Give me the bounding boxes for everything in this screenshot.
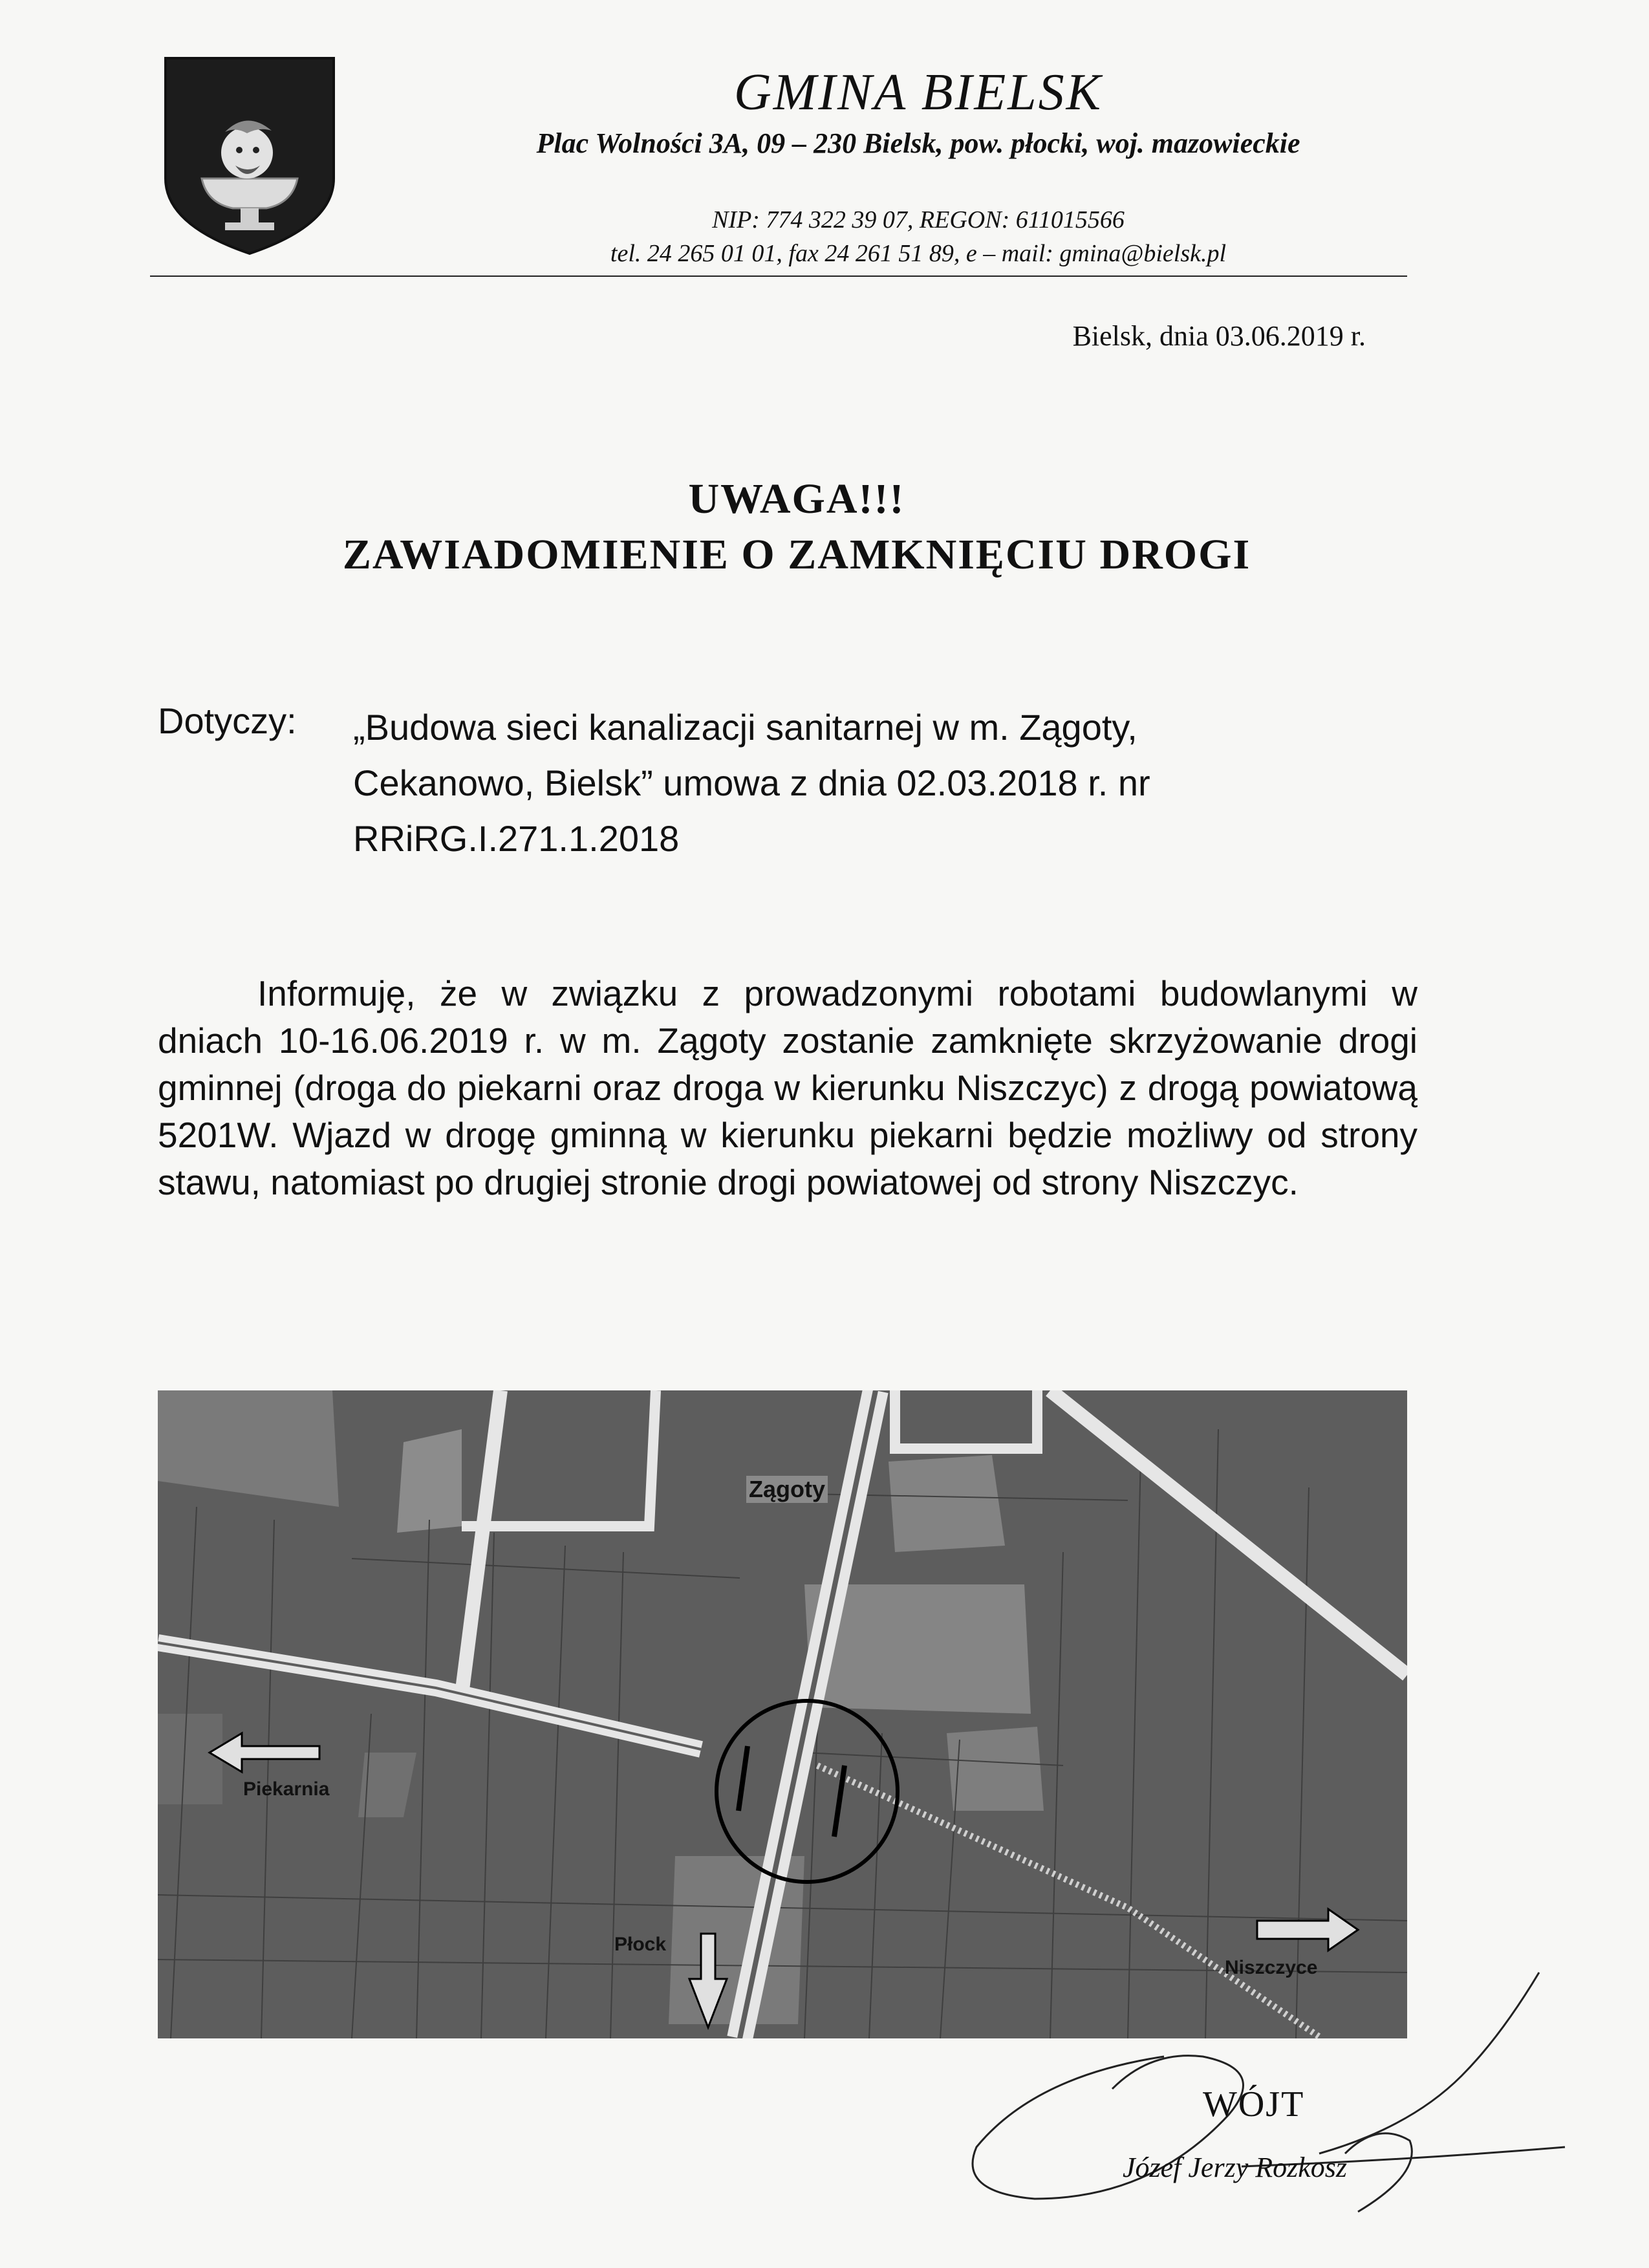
subject-label: Dotyczy: (158, 700, 297, 741)
org-contact: tel. 24 265 01 01, fax 24 261 51 89, e – mail: gmina@bielsk.pl (610, 240, 1227, 267)
body-paragraph: Informuję, że w związku z prowadzonymi robotami budowlanymi w dniach 10-16.06.2019 r. w m. Zągoty zostanie zamknięte skrzyżowanie drogi gminnej (droga do piekarni oraz droga w kierunku Niszczyc) z drogą powiatową 5201W. Wjazd w drogę gminną w kierunku piekarni będzie możliwy od strony stawu, natomiast po drugiej stronie drogi powiatowej od strony Niszczyc. (158, 973, 1417, 1202)
signature-name: Józef Jerzy Rozkosz (1123, 2152, 1348, 2183)
map-label-west: Piekarnia (243, 1778, 330, 1800)
header-divider (150, 275, 1407, 277)
org-address: Plac Wolności 3A, 09 – 230 Bielsk, pow. płocki, woj. mazowieckie (536, 127, 1300, 159)
title-warning: UWAGA!!! (688, 475, 905, 523)
subject-text: „Budowa sieci kanalizacji sanitarnej w m. Zągoty, Cekanowo, Bielsk” umowa z dnia 02.03.2018 r. nr RRiRG.I.271.1.2018 (353, 707, 1150, 859)
org-name: GMINA BIELSK (733, 64, 1103, 121)
org-ids: NIP: 774 322 39 07, REGON: 611015566 (712, 206, 1125, 233)
org-contact-block (414, 203, 1423, 270)
map-label-village: Zągoty (746, 1476, 828, 1503)
map-label-east: Niszczyce (1225, 1957, 1318, 1978)
title-notice: ZAWIADOMIENIE O ZAMKNIĘCIU DROGI (342, 531, 1251, 578)
road-closure-map (158, 1390, 1407, 2038)
map-label-south: Płock (614, 1934, 667, 1955)
signature-title: WÓJT (1203, 2084, 1305, 2124)
coat-of-arms-icon (163, 56, 336, 256)
document-date: Bielsk, dnia 03.06.2019 r. (1072, 320, 1366, 352)
